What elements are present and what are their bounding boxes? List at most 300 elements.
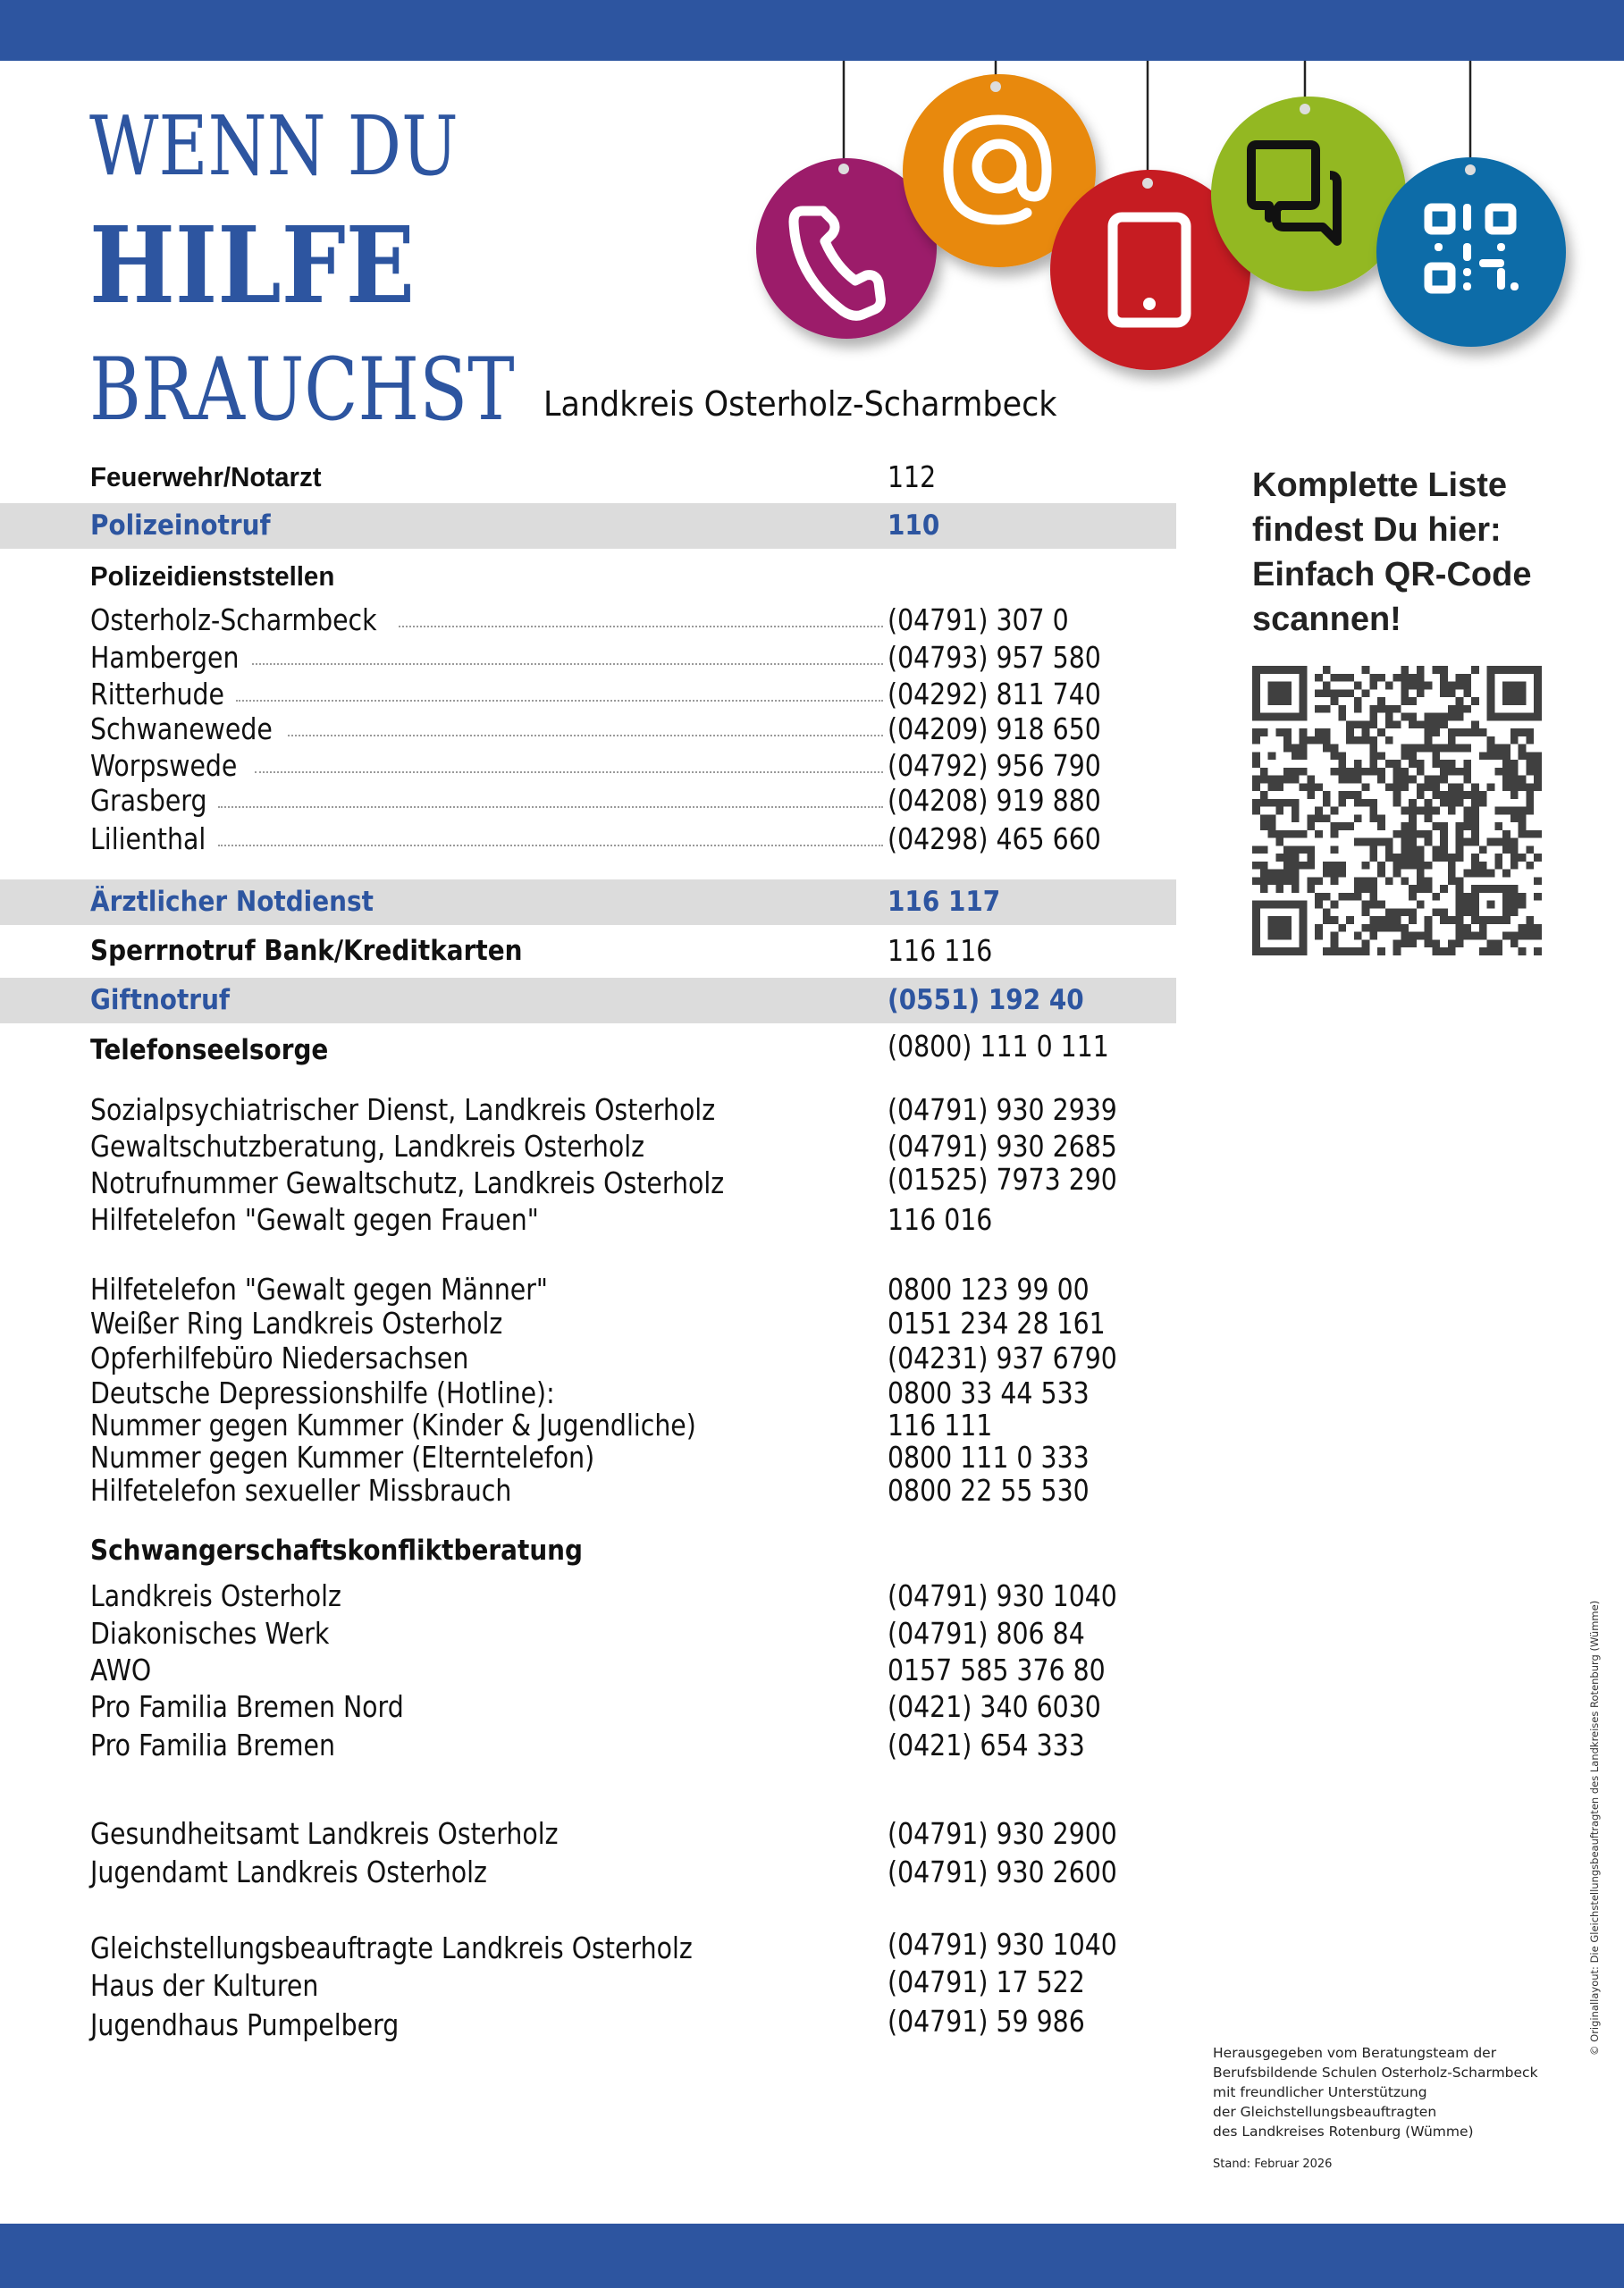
qr-module: [1354, 838, 1362, 846]
qr-module: [1401, 666, 1409, 674]
qr-module: [1432, 728, 1440, 736]
qr-module: [1479, 791, 1487, 799]
qr-module: [1323, 666, 1331, 674]
qr-module: [1283, 799, 1292, 807]
qr-module: [1292, 752, 1300, 760]
qr-module: [1417, 877, 1425, 885]
qr-module: [1479, 932, 1487, 940]
contact-row-polizeinotruf: [0, 503, 1176, 549]
qr-module: [1494, 862, 1502, 870]
qr-module: [1331, 689, 1339, 697]
qr-module: [1502, 752, 1510, 760]
qr-module: [1283, 862, 1292, 870]
qr-module: [1479, 799, 1487, 807]
qr-module: [1409, 760, 1417, 768]
qr-module: [1393, 947, 1401, 955]
status-date: Stand: Februar 2026: [1213, 2158, 1333, 2171]
qr-module: [1417, 932, 1425, 940]
qr-module: [1369, 744, 1377, 753]
list-item: [0, 2006, 1176, 2045]
qr-module: [1510, 728, 1519, 736]
qr-module: [1448, 682, 1456, 690]
list-item: [0, 1577, 1176, 1616]
contact-number: 0800 33 44 533: [888, 1375, 1090, 1410]
contact-number: (04208) 919 880: [888, 783, 1101, 818]
contact-label: Nummer gegen Kummer (Elterntelefon): [90, 1440, 595, 1475]
qr-module: [1417, 682, 1425, 690]
subtitle-district: Landkreis Osterholz-Scharmbeck: [543, 384, 1057, 424]
contact-number: 116 117: [888, 886, 1001, 918]
contact-number: (04791) 930 1040: [888, 1927, 1117, 1962]
qr-module: [1440, 854, 1448, 862]
qr-module: [1300, 752, 1308, 760]
qr-module: [1471, 862, 1479, 870]
qr-module: [1432, 939, 1440, 947]
qr-module: [1494, 947, 1502, 955]
section-heading: Schwangerschaftskonfliktberatung: [90, 1535, 584, 1567]
qr-module: [1331, 939, 1339, 947]
qr-module: [1479, 924, 1487, 932]
qr-module: [1432, 908, 1440, 916]
qr-module: [1463, 705, 1471, 713]
contact-number: (04791) 930 2600: [888, 1855, 1117, 1889]
qr-module: [1526, 783, 1534, 791]
qr-module: [1385, 736, 1393, 744]
contact-label: Pro Familia Bremen Nord: [90, 1689, 404, 1724]
qr-module: [1377, 924, 1385, 932]
qr-module: [1393, 830, 1401, 838]
qr-module: [1369, 877, 1377, 885]
qr-module: [1440, 720, 1448, 728]
publisher-line: Berufsbildende Schulen Osterholz-Scharmbeck: [1213, 2065, 1538, 2081]
qr-module: [1252, 845, 1260, 854]
dot-leader: [288, 735, 883, 736]
qr-module: [1534, 752, 1542, 760]
qr-module: [1275, 870, 1283, 878]
contact-number: (04791) 930 2900: [888, 1816, 1117, 1851]
qr-module: [1323, 893, 1331, 901]
qr-module: [1409, 838, 1417, 846]
qr-module: [1268, 877, 1276, 885]
qr-module: [1307, 862, 1315, 870]
qr-module: [1487, 870, 1495, 878]
contact-number: 116 111: [888, 1408, 993, 1443]
qr-module: [1323, 705, 1331, 713]
qr-module: [1510, 807, 1519, 815]
qr-module: [1393, 939, 1401, 947]
qr-module: [1448, 870, 1456, 878]
qr-module: [1260, 885, 1268, 893]
qr-module: [1440, 885, 1448, 893]
contact-label: AWO: [90, 1653, 152, 1687]
qr-module: [1385, 705, 1393, 713]
qr-module: [1362, 877, 1370, 885]
qr-module: [1417, 689, 1425, 697]
contact-number: 0151 234 28 161: [888, 1306, 1106, 1341]
qr-module: [1471, 870, 1479, 878]
qr-module: [1463, 901, 1471, 909]
qr-module: [1494, 854, 1502, 862]
contact-label: Telefonseelsorge: [90, 1034, 329, 1066]
copyright-note: © Originallayout: Die Gleichstellungsbeauftragten des Landkreises Rotenburg (Wümme): [1588, 1600, 1601, 2056]
qr-module: [1479, 752, 1487, 760]
list-item: [0, 601, 1176, 640]
qr-module: [1456, 728, 1464, 736]
qr-module: [1417, 768, 1425, 776]
qr-module: [1292, 744, 1300, 753]
qr-module: [1275, 838, 1283, 846]
qr-module: [1432, 893, 1440, 901]
qr-module: [1510, 783, 1519, 791]
qr-module: [1432, 822, 1440, 830]
qr-module: [1323, 791, 1331, 799]
qr-module: [1409, 893, 1417, 901]
qr-module: [1448, 947, 1456, 955]
qr-module: [1425, 682, 1433, 690]
qr-module: [1401, 924, 1409, 932]
qr-module: [1331, 932, 1339, 940]
qr-module: [1401, 822, 1409, 830]
qr-module: [1331, 807, 1339, 815]
qr-module: [1463, 838, 1471, 846]
qr-module: [1425, 885, 1433, 893]
qr-module: [1377, 870, 1385, 878]
qr-module: [1519, 932, 1527, 940]
list-item: [0, 1853, 1176, 1892]
qr-code[interactable]: [1252, 666, 1542, 955]
contact-number: (0421) 654 333: [888, 1728, 1085, 1762]
qr-module: [1494, 744, 1502, 753]
qr-module: [1331, 877, 1339, 885]
qr-module: [1526, 845, 1534, 854]
list-item: [0, 710, 1176, 749]
qr-module: [1354, 760, 1362, 768]
publisher-line: mit freundlicher Unterstützung: [1213, 2084, 1427, 2100]
qr-module: [1346, 776, 1354, 784]
qr-module: [1401, 877, 1409, 885]
qr-module: [1456, 916, 1464, 924]
contact-row-feuerwehr: [0, 458, 1176, 497]
qr-module: [1534, 893, 1542, 901]
qr-module: [1463, 682, 1471, 690]
qr-module: [1323, 814, 1331, 822]
qr-module: [1510, 838, 1519, 846]
dot-leader: [252, 663, 883, 665]
qr-module: [1362, 947, 1370, 955]
qr-module: [1346, 893, 1354, 901]
qr-module: [1275, 877, 1283, 885]
qr-module: [1526, 799, 1534, 807]
qr-module: [1315, 814, 1323, 822]
contact-number: 0800 111 0 333: [888, 1440, 1090, 1475]
qr-module: [1425, 916, 1433, 924]
qr-module: [1526, 830, 1534, 838]
qr-module: [1393, 705, 1401, 713]
qr-module: [1331, 752, 1339, 760]
qr-module: [1479, 870, 1487, 878]
qr-module: [1331, 697, 1339, 705]
qr-module: [1300, 728, 1308, 736]
qr-module: [1526, 768, 1534, 776]
qr-module: [1401, 682, 1409, 690]
qr-module: [1487, 838, 1495, 846]
qr-module: [1377, 901, 1385, 909]
qr-module: [1393, 924, 1401, 932]
qr-module: [1331, 845, 1339, 854]
contact-label: Ärztlicher Notdienst: [90, 886, 374, 918]
qr-module: [1409, 776, 1417, 784]
qr-module: [1432, 947, 1440, 955]
qr-module: [1268, 783, 1276, 791]
qr-module: [1519, 830, 1527, 838]
qr-module: [1268, 830, 1276, 838]
qr-module: [1268, 799, 1276, 807]
qr-module: [1385, 916, 1393, 924]
qr-module: [1292, 776, 1300, 784]
qr-module: [1369, 752, 1377, 760]
qr-module: [1440, 845, 1448, 854]
qr-module: [1471, 838, 1479, 846]
qr-module: [1510, 845, 1519, 854]
qr-module: [1260, 768, 1268, 776]
qr-module: [1456, 901, 1464, 909]
qr-module: [1331, 862, 1339, 870]
contact-label: Lilienthal: [90, 821, 206, 856]
qr-module: [1456, 877, 1464, 885]
list-item: [0, 1687, 1176, 1727]
qr-module: [1338, 947, 1346, 955]
publisher-note: [1213, 2043, 1538, 2141]
qr-module: [1377, 705, 1385, 713]
qr-module: [1401, 807, 1409, 815]
qr-module: [1323, 736, 1331, 744]
qr-module: [1307, 845, 1315, 854]
qr-module: [1292, 814, 1300, 822]
dot-leader: [218, 806, 883, 808]
qr-module: [1315, 674, 1323, 682]
qr-module: [1377, 752, 1385, 760]
qr-module: [1471, 666, 1479, 674]
qr-module: [1526, 736, 1534, 744]
qr-module: [1409, 674, 1417, 682]
qr-module: [1362, 862, 1370, 870]
qr-module: [1526, 807, 1534, 815]
qr-module: [1534, 854, 1542, 862]
contact-number: (04791) 930 2939: [888, 1092, 1117, 1127]
qr-module: [1479, 862, 1487, 870]
qr-module: [1510, 939, 1519, 947]
qr-module: [1393, 791, 1401, 799]
qr-module: [1252, 728, 1260, 736]
qr-module: [1323, 689, 1331, 697]
qr-module: [1275, 885, 1283, 893]
qr-module: [1315, 932, 1323, 940]
contact-number: (04792) 956 790: [888, 748, 1101, 783]
qr-module: [1432, 713, 1440, 721]
qr-module: [1425, 713, 1433, 721]
qr-module: [1417, 783, 1425, 791]
qr-module: [1425, 783, 1433, 791]
qr-module: [1362, 924, 1370, 932]
qr-module: [1260, 776, 1268, 784]
qr-module: [1432, 845, 1440, 854]
qr-instruction-line: Einfach QR-Code: [1252, 556, 1532, 593]
qr-code-icon: [1376, 157, 1566, 347]
qr-module: [1331, 916, 1339, 924]
qr-module: [1307, 736, 1315, 744]
qr-module: [1362, 720, 1370, 728]
qr-module: [1369, 854, 1377, 862]
qr-module: [1409, 814, 1417, 822]
qr-module: [1409, 932, 1417, 940]
qr-module: [1315, 728, 1323, 736]
qr-module: [1377, 728, 1385, 736]
qr-module: [1409, 939, 1417, 947]
qr-module: [1354, 893, 1362, 901]
qr-module: [1283, 736, 1292, 744]
qr-module: [1519, 744, 1527, 753]
qr-module: [1526, 862, 1534, 870]
qr-module: [1456, 705, 1464, 713]
qr-module: [1393, 760, 1401, 768]
contact-number: (04791) 930 1040: [888, 1578, 1117, 1613]
qr-module: [1401, 862, 1409, 870]
qr-module: [1463, 814, 1471, 822]
qr-module: [1377, 862, 1385, 870]
qr-module: [1369, 768, 1377, 776]
bottom-banner: [0, 2224, 1624, 2288]
contact-number: (04231) 937 6790: [888, 1341, 1117, 1375]
qr-module: [1456, 822, 1464, 830]
qr-module: [1252, 807, 1260, 815]
publisher-line: Herausgegeben vom Beratungsteam der: [1213, 2045, 1497, 2061]
list-item: [0, 1200, 1176, 1240]
qr-module: [1346, 916, 1354, 924]
qr-module: [1425, 862, 1433, 870]
qr-module: [1362, 666, 1370, 674]
qr-module: [1471, 932, 1479, 940]
qr-module: [1275, 799, 1283, 807]
qr-module: [1409, 744, 1417, 753]
qr-module: [1471, 822, 1479, 830]
contact-label: Pro Familia Bremen: [90, 1728, 335, 1762]
list-item: [0, 1304, 1176, 1343]
contact-label: Schwanewede: [90, 711, 273, 746]
qr-module: [1260, 870, 1268, 878]
qr-module: [1448, 736, 1456, 744]
qr-module: [1268, 822, 1276, 830]
qr-module: [1432, 752, 1440, 760]
qr-module: [1385, 760, 1393, 768]
qr-module: [1385, 854, 1393, 862]
qr-module: [1369, 838, 1377, 846]
qr-module: [1463, 689, 1471, 697]
qr-module: [1502, 744, 1510, 753]
qr-module: [1323, 916, 1331, 924]
qr-module: [1510, 885, 1519, 893]
list-item: [0, 1614, 1176, 1653]
qr-module: [1463, 932, 1471, 940]
qr-module: [1283, 768, 1292, 776]
qr-module: [1448, 862, 1456, 870]
qr-module: [1494, 768, 1502, 776]
qr-module: [1354, 814, 1362, 822]
qr-module: [1432, 666, 1440, 674]
contact-row-aerztlicher-notdienst: [0, 879, 1176, 925]
qr-module: [1425, 728, 1433, 736]
qr-module: [1417, 720, 1425, 728]
qr-module: [1283, 830, 1292, 838]
qr-module: [1323, 744, 1331, 753]
qr-module: [1440, 947, 1448, 955]
at-email-icon: [903, 74, 1096, 267]
qr-module: [1534, 924, 1542, 932]
contact-row-giftnotruf: [0, 978, 1176, 1023]
qr-module: [1502, 838, 1510, 846]
qr-module: [1346, 728, 1354, 736]
qr-module: [1448, 877, 1456, 885]
qr-module: [1307, 885, 1315, 893]
qr-module: [1275, 854, 1283, 862]
qr-module: [1315, 893, 1323, 901]
qr-module: [1417, 807, 1425, 815]
qr-module: [1283, 744, 1292, 753]
qr-module: [1283, 728, 1292, 736]
qr-module: [1252, 862, 1260, 870]
top-banner: [0, 0, 1624, 61]
qr-module: [1471, 697, 1479, 705]
qr-module: [1385, 924, 1393, 932]
qr-module: [1448, 744, 1456, 753]
publisher-line: der Gleichstellungsbeauftragten: [1213, 2104, 1437, 2120]
contact-label: Nummer gegen Kummer (Kinder & Jugendliche): [90, 1408, 696, 1443]
qr-module: [1283, 776, 1292, 784]
qr-module: [1534, 932, 1542, 940]
contact-label: Opferhilfebüro Niedersachsen: [90, 1341, 469, 1375]
list-item: [0, 675, 1176, 714]
section-heading-polizeidienststellen: [0, 557, 1176, 596]
list-item: [0, 1814, 1176, 1854]
qr-module: [1393, 674, 1401, 682]
qr-module: [1338, 822, 1346, 830]
qr-module: [1362, 728, 1370, 736]
qr-module: [1315, 783, 1323, 791]
qr-module: [1463, 728, 1471, 736]
qr-module: [1292, 830, 1300, 838]
qr-module: [1502, 870, 1510, 878]
qr-module: [1260, 791, 1268, 799]
qr-module: [1338, 870, 1346, 878]
qr-module: [1369, 682, 1377, 690]
qr-module: [1534, 783, 1542, 791]
qr-module: [1307, 783, 1315, 791]
qr-module: [1519, 752, 1527, 760]
contact-label: Deutsche Depressionshilfe (Hotline):: [90, 1375, 555, 1410]
contact-number: 0800 123 99 00: [888, 1272, 1090, 1307]
qr-module: [1510, 768, 1519, 776]
qr-module: [1338, 760, 1346, 768]
qr-module: [1300, 736, 1308, 744]
qr-module: [1463, 776, 1471, 784]
qr-module: [1315, 924, 1323, 932]
qr-module: [1346, 822, 1354, 830]
qr-module: [1440, 666, 1448, 674]
qr-module: [1385, 713, 1393, 721]
qr-module: [1440, 713, 1448, 721]
list-item: [0, 1471, 1176, 1510]
qr-module: [1456, 768, 1464, 776]
qr-module: [1275, 807, 1283, 815]
